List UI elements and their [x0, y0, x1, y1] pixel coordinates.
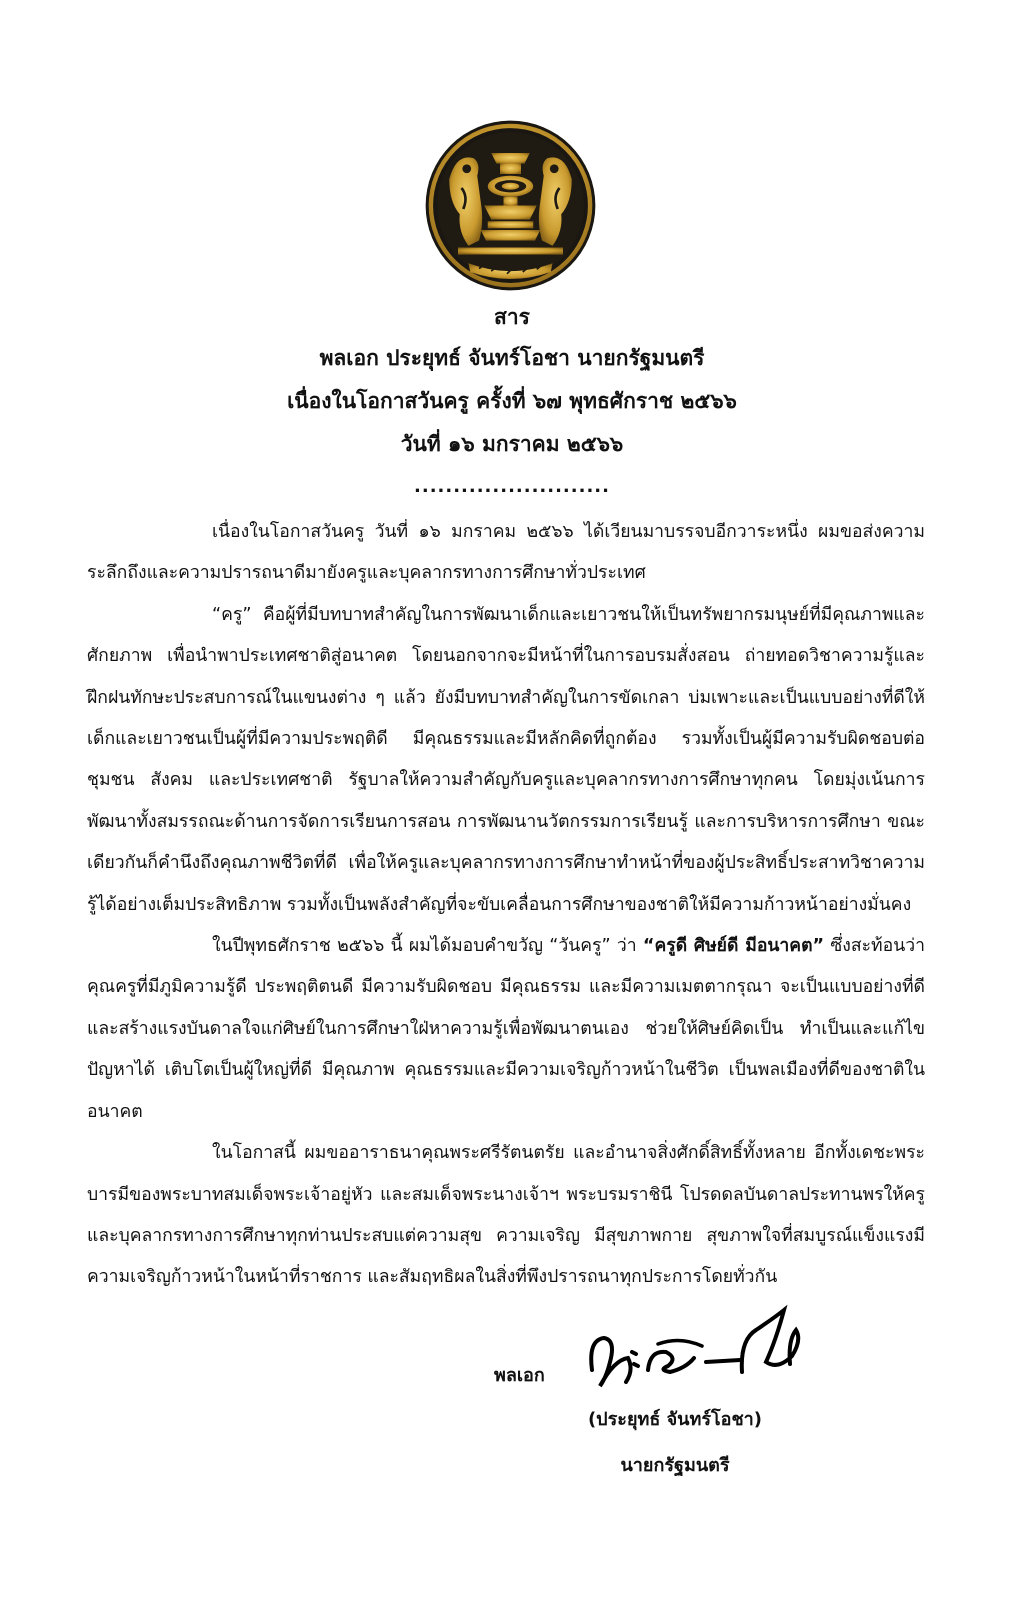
paragraph-motto [87, 926, 925, 1133]
paragraph-blessing: ในโอกาสนี้ ผมขออาราธนาคุณพระศรีรัตนตรัย และอำนาจสิ่งศักดิ์สิทธิ์ทั้งหลาย อีกทั้งเดชะพระบารมีของพระบาทสมเด็จพระเจ้าอยู่หัว และสมเด็จพระนางเจ้าฯ พระบรมราชินี โปรดดลบันดาลประทานพรให้ครูและบุคลากรทางการศึกษาทุกท่านประสบแต่ความสุข ความเจริญ มีสุขภาพกาย สุขภาพใจที่สมบูรณ์แข็งแรงมีความเจริญก้าวหน้าในหน้าที่ราชการ และสัมฤทธิผลในสิ่งที่พึงปรารถนาทุกประการโดยทั่วกัน [87, 1143, 925, 1288]
signature-rank: พลเอก [494, 1365, 545, 1386]
letter-sender: พลเอก ประยุทธ์ จันทร์โอชา นายกรัฐมนตรี [319, 346, 705, 370]
signature-block [0, 1300, 1024, 1600]
motto-text: “ครูดี ศิษย์ดี มีอนาคต” [642, 936, 825, 957]
signature-name: (ประยุทธ์ จันทร์โอชา) [587, 1409, 763, 1430]
handwritten-signature-icon [570, 1300, 820, 1410]
motto-intro: ในปีพุทธศักราช ๒๕๖๖ นี้ ผมได้มอบคำขวัญ “วันครู” ว่า [212, 936, 643, 957]
motto-explanation: ซึ่งสะท้อนว่าคุณครูที่มีภูมิความรู้ดี ประพฤติตนดี มีความรับผิดชอบ มีคุณธรรม และมีความเมตตากรุณา จะเป็นแบบอย่างที่ดีและสร้างแรงบันดาลใจแก่ศิษย์ในการศึกษาใฝ่หาความรู้เพื่อพัฒนาตนเอง ช่วยให้ศิษย์คิดเป็น ทำเป็นและแก้ไขปัญหาได้ เติบโตเป็นผู้ใหญ่ที่ดี มีคุณภาพ คุณธรรมและมีความเจริญก้าวหน้าในชีวิต เป็นพลเมืองที่ดีของชาติในอนาคต [87, 936, 926, 1122]
thai-government-seal-icon [423, 118, 598, 293]
letter-occasion: เนื่องในโอกาสวันครู ครั้งที่ ๖๗ พุทธศักราช ๒๕๖๖ [287, 389, 737, 413]
letter-date: วันที่ ๑๖ มกราคม ๒๕๖๖ [400, 432, 624, 456]
signature-position: นายกรัฐมนตรี [620, 1455, 730, 1476]
paragraph-greeting: เนื่องในโอกาสวันครู วันที่ ๑๖ มกราคม ๒๕๖๖ ได้เวียนมาบรรจบอีกวาระหนึ่ง ผมขอส่งความระลึกถึงและความปรารถนาดีมายังครูและบุคลากรทางการศึกษาทั่วประเทศ [87, 522, 925, 584]
letter-body [87, 512, 925, 1299]
letter-title: สาร [494, 305, 530, 329]
paragraph-teacher-role: “ครู” คือผู้ที่มีบทบาทสำคัญในการพัฒนาเด็กและเยาวชนให้เป็นทรัพยากรมนุษย์ที่มีคุณภาพและศักยภาพ เพื่อนำพาประเทศชาติสู่อนาคต โดยนอกจากจะมีหน้าที่ในการอบรมสั่งสอน ถ่ายทอดวิชาความรู้และฝึกฝนทักษะประสบการณ์ในแขนงต่าง ๆ แล้ว ยังมีบทบาทสำคัญในการขัดเกลา บ่มเพาะและเป็นแบบอย่างที่ดีให้เด็กและเยาวชนเป็นผู้ที่มีความประพฤติดี มีคุณธรรมและมีหลักคิดที่ถูกต้อง รวมทั้งเป็นผู้มีความรับผิดชอบต่อชุมชน สังคม และประเทศชาติ รัฐบาลให้ความสำคัญกับครูและบุคลากรทางการศึกษาทุกคน โดยมุ่งเน้นการพัฒนาทั้งสมรรถณะด้านการจัดการเรียนการสอน การพัฒนานวัตกรรมการเรียนรู้ และการบริหารการศึกษา ขณะเดียวกันก็คำนึงถึงคุณภาพชีวิตที่ดี เพื่อให้ครูและบุคลากรทางการศึกษาทำหน้าที่ของผู้ประสิทธิ์ประสาทวิชาความรู้ได้อย่างเต็มประสิทธิภาพ รวมทั้งเป็นพลังสำคัญที่จะขับเคลื่อนการศึกษาของชาติให้มีความก้าวหน้าอย่างมั่นคง [87, 604, 925, 915]
section-divider: ......................... [414, 476, 610, 497]
